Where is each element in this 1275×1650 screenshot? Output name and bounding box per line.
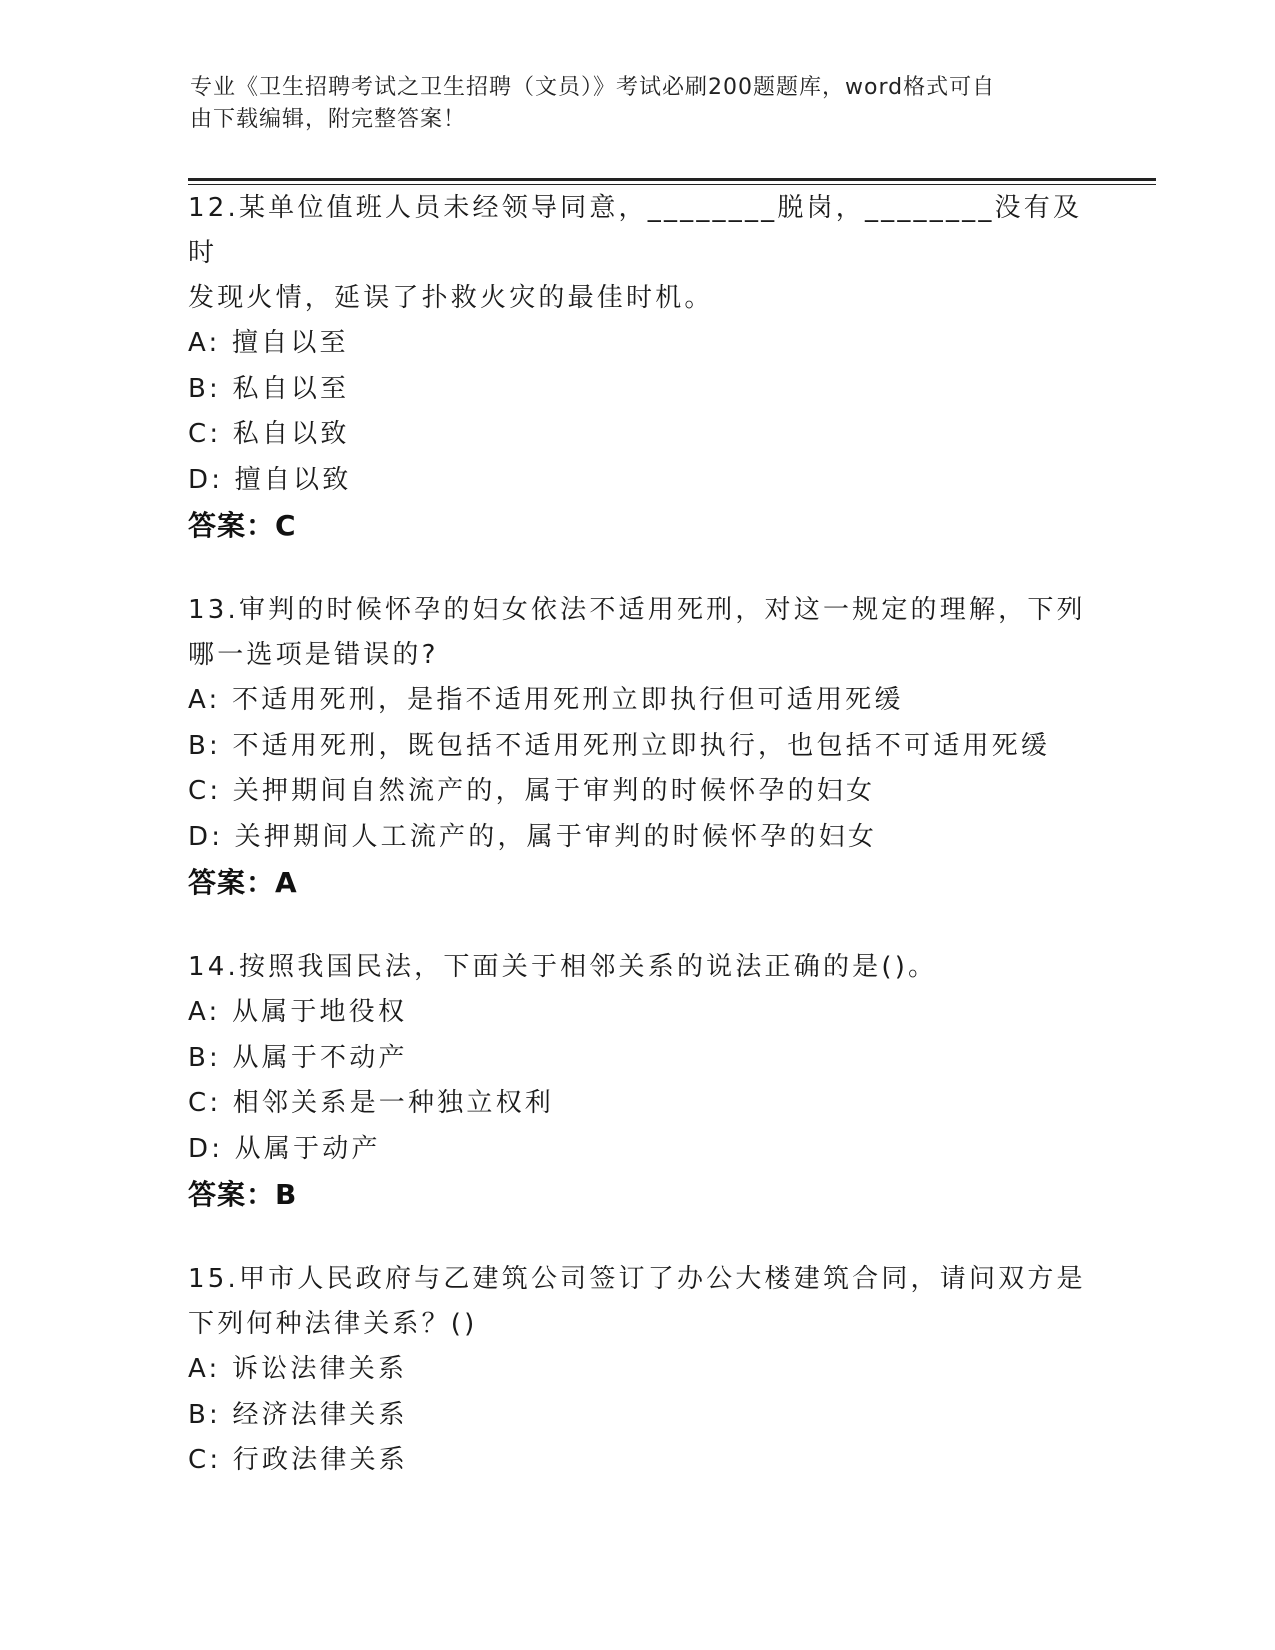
question-stem-line: 14.按照我国民法，下面关于相邻关系的说法正确的是()。 xyxy=(188,952,938,982)
answer-value: B xyxy=(275,1178,298,1211)
answer-label: 答案： xyxy=(188,509,276,542)
question-stem-line: 15.甲市人民政府与乙建筑公司签订了办公大楼建筑合同，请问双方是 xyxy=(188,1264,1086,1294)
question-stem-line: 哪一选项是错误的? xyxy=(188,640,439,670)
question-item xyxy=(188,588,1088,905)
option-d: D: 从属于动产 xyxy=(188,1133,381,1164)
answer-value: C xyxy=(275,509,297,542)
question-stem xyxy=(188,945,1088,990)
question-stem-line: 发现火情，延误了扑救火灾的最佳时机。 xyxy=(188,283,714,313)
option-c: C: 相邻关系是一种独立权利 xyxy=(188,1088,554,1118)
question-item xyxy=(188,1257,1088,1484)
question-stem xyxy=(188,588,1088,678)
option-b: B: 私自以至 xyxy=(188,373,350,404)
question-stem-line: 下列何种法律关系？() xyxy=(188,1309,478,1339)
answer-line xyxy=(188,860,1088,905)
answer-label: 答案： xyxy=(188,866,276,899)
question-stem-line: 12.某单位值班人员未经领导同意，________脱岗，________没有及时 xyxy=(188,193,1083,268)
option-a: A: 不适用死刑，是指不适用死刑立即执行但可适用死缓 xyxy=(188,685,904,715)
option-d: D: 关押期间人工流产的，属于审判的时候怀孕的妇女 xyxy=(188,821,878,852)
header-line-2: 由下载编辑，附完整答案！ xyxy=(190,107,467,132)
question-stem-line: 13.审判的时候怀孕的妇女依法不适用死刑，对这一规定的理解，下列 xyxy=(188,595,1086,625)
option-c: C: 私自以致 xyxy=(188,419,350,449)
question-stem xyxy=(188,1257,1088,1347)
option-a: A: 从属于地役权 xyxy=(188,997,408,1027)
option-c: C: 关押期间自然流产的，属于审判的时候怀孕的妇女 xyxy=(188,776,876,806)
answer-value: A xyxy=(275,866,298,899)
document-header xyxy=(190,72,1090,136)
option-d: D: 擅自以致 xyxy=(188,464,352,495)
question-list xyxy=(188,186,1088,1524)
option-a: A: 诉讼法律关系 xyxy=(188,1354,408,1384)
answer-line xyxy=(188,1172,1088,1217)
option-a: A: 擅自以至 xyxy=(188,328,349,358)
header-line-1: 专业《卫生招聘考试之卫生招聘（文员）》考试必刷200题题库，word格式可自 xyxy=(190,75,996,100)
question-item xyxy=(188,945,1088,1217)
header-divider-thick xyxy=(188,178,1156,181)
option-b: B: 不适用死刑，既包括不适用死刑立即执行，也包括不可适用死缓 xyxy=(188,730,1051,761)
option-c: C: 行政法律关系 xyxy=(188,1445,408,1475)
header-divider-thin xyxy=(188,184,1156,185)
question-stem xyxy=(188,186,1088,321)
answer-label: 答案： xyxy=(188,1178,276,1211)
option-b: B: 从属于不动产 xyxy=(188,1042,408,1073)
answer-line xyxy=(188,503,1088,548)
option-b: B: 经济法律关系 xyxy=(188,1399,408,1430)
question-item xyxy=(188,186,1088,548)
